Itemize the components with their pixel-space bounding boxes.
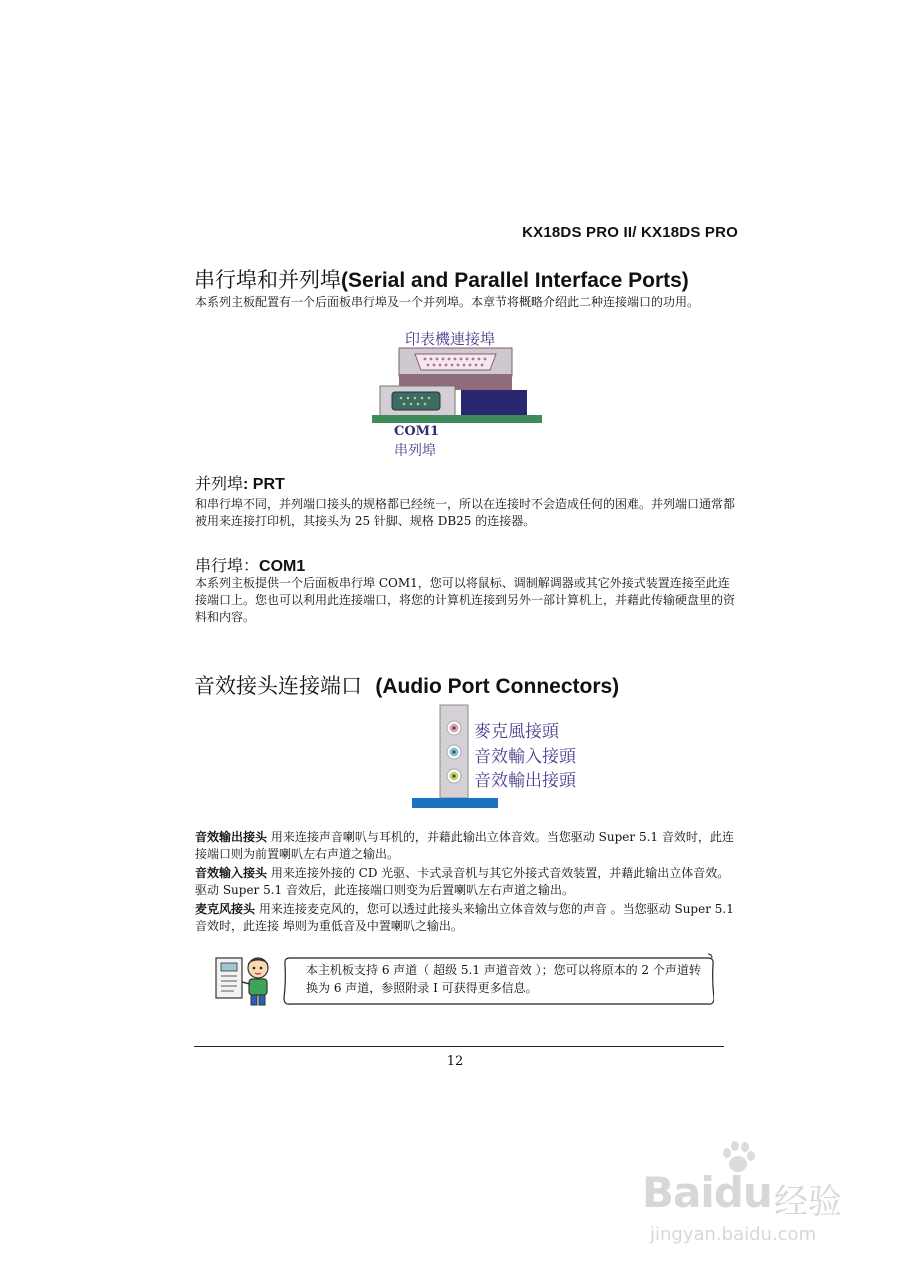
watermark-brand-a: Bai: [642, 1168, 714, 1217]
printer-port-label: 印表機連接埠: [405, 330, 496, 348]
watermark-url: jingyan.baidu.com: [650, 1224, 817, 1245]
serial-port-label: 串列埠: [394, 443, 436, 459]
prt-heading-cn: 并列埠: [195, 474, 244, 493]
note-text: 本主机板支持 6 声道（ 超级 5.1 声道音效 ）；您可以将原本的 2 个声道转换为 6 声道，参照附录 I 可获得更多信息。: [306, 963, 701, 995]
com1-heading: [195, 553, 305, 576]
watermark-brand-cn: 经验: [774, 1182, 842, 1222]
baidu-watermark: [642, 1140, 862, 1250]
footer-rule: [194, 1046, 724, 1047]
com1-heading-cn: 串行埠：: [195, 556, 260, 575]
section-title-cn: 串行埠和并列埠: [194, 268, 341, 292]
com1-heading-en: COM1: [259, 558, 306, 575]
section-title-audio: [194, 670, 619, 700]
audio-out-text: 用来连接声音喇叭与耳机的，并藉此输出立体音效。当您驱动 Super 5.1 音效时，此连接端口则为前置喇叭左右声道之输出。: [195, 830, 734, 861]
com1-label: COM1: [394, 424, 440, 439]
note-box: [282, 952, 714, 1004]
jack-line-in: [447, 745, 461, 759]
document-model-header: KX18DS PRO II/ KX18DS PRO: [522, 224, 738, 241]
watermark-brand: [642, 1168, 772, 1217]
audio-out-description: [195, 829, 740, 863]
line-out-jack-label: 音效輸出接頭: [474, 771, 576, 791]
audio-in-term: 音效输入接头: [195, 866, 268, 880]
page-number: 12: [446, 1054, 464, 1069]
section-intro: 本系列主板配置有一个后面板串行埠及一个并列埠。本章节将概略介绍此二种连接端口的功用。: [195, 295, 700, 309]
reading-person-icon: [214, 952, 276, 1010]
mic-description: [195, 901, 740, 935]
jack-mic: [447, 721, 461, 735]
serial-parallel-figure: [372, 328, 544, 458]
jack-line-out: [447, 769, 461, 783]
audio-title-en: (Audio Port Connectors): [375, 675, 620, 698]
audio-in-description: [195, 865, 740, 899]
mic-text: 用来连接麦克风的，您可以透过此接头来输出立体音效与您的声音 。当您驱动 Super 5.1 音效时，此连接 埠则为重低音及中置喇叭之输出。: [195, 902, 734, 933]
section-title-en: (Serial and Parallel Interface Ports): [341, 269, 689, 292]
audio-in-text: 用来连接外接的 CD 光驱、卡式录音机与其它外接式音效装置，并藉此输出立体音效。驱动 Super 5.1 音效后，此连接端口则变为后置喇叭左右声道之输出。: [195, 866, 730, 897]
audio-out-term: 音效输出接头: [195, 830, 268, 844]
mic-jack-label: 麥克風接頭: [474, 722, 559, 742]
audio-ports-figure: [410, 704, 600, 810]
com1-description: 本系列主板提供一个后面板串行埠 COM1，您可以将鼠标、调制解调器或其它外接式装置连接至此连接端口上。您也可以利用此连接端口，将您的计算机连接到另外一部计算机上，并藉此传输硬盘里的资料和内容。: [195, 576, 736, 624]
line-in-jack-label: 音效輸入接頭: [474, 747, 576, 767]
section-title-serial-parallel: [194, 264, 689, 294]
mic-term: 麦克风接头: [195, 902, 256, 916]
prt-heading-en: : PRT: [243, 476, 285, 493]
prt-heading: [195, 471, 285, 494]
prt-description: 和串行埠不同，并列端口接头的规格都已经统一，所以在连接时不会造成任何的困难。并列端口通常都被用来连接打印机，其接头为 25 针脚、规格 DB25 的连接器。: [195, 497, 736, 528]
port-diagram: [372, 346, 544, 424]
watermark-brand-b: du: [713, 1168, 772, 1217]
audio-title-cn: 音效接头连接端口: [194, 674, 362, 698]
